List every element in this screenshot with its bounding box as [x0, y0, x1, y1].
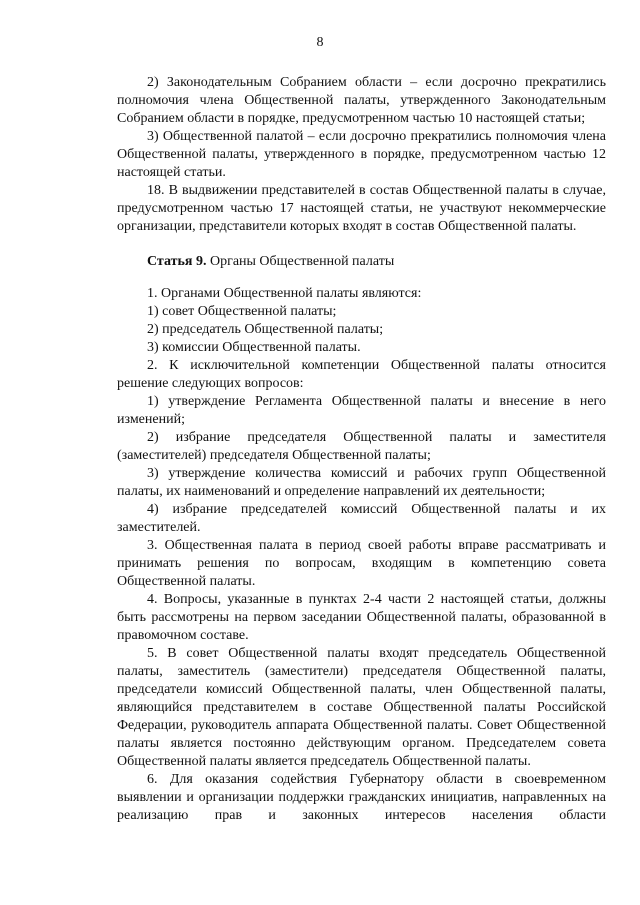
list-item: 4) избрание председателей комиссий Общественной палаты и их заместителей.	[117, 502, 606, 535]
paragraph: 1. Органами Общественной палаты являются:	[147, 286, 422, 301]
list-item: 3) комиссии Общественной палаты.	[147, 340, 361, 355]
list-item: 3) утверждение количества комиссий и рабочих групп Общественной палаты, их наименований и определение направлений их деятельности;	[117, 466, 606, 499]
paragraph: 18. В выдвижении представителей в состав Общественной палаты в случае, предусмотренном частью 17 настоящей статьи, не участвуют некоммерческие организации, представители которых входят в состав Общественной палаты.	[117, 183, 606, 234]
paragraph: 6. Для оказания содействия Губернатору области в своевременном выявлении и организации поддержки гражданских инициатив, направленных на реализацию прав и законных интересов населения области	[117, 772, 606, 823]
document-body	[117, 74, 606, 825]
article-heading	[117, 253, 606, 271]
paragraph: 3. Общественная палата в период своей работы вправе рассматривать и принимать решения по вопросам, входящим в компетенцию совета Общественной палаты.	[117, 538, 606, 589]
paragraph: 2) Законодательным Собранием области – если досрочно прекратились полномочия члена Общественной палаты, утвержденного Законодательным Собранием области в порядке, предусмотренном частью 10 настоящей статьи;	[117, 75, 606, 126]
paragraph: 4. Вопросы, указанные в пунктах 2-4 части 2 настоящей статьи, должны быть рассмотрены на первом заседании Общественной палаты, образованной в правомочном составе.	[117, 592, 606, 643]
article-label: Статья 9.	[147, 254, 207, 269]
paragraph: 2. К исключительной компетенции Общественной палаты относится решение следующих вопросов:	[117, 358, 606, 391]
list-item: 2) избрание председателя Общественной палаты и заместителя (заместителей) председателя Общественной палаты;	[117, 430, 606, 463]
list-item: 1) утверждение Регламента Общественной палаты и внесение в него изменений;	[117, 394, 606, 427]
page-number: 8	[316, 35, 324, 50]
paragraph: 3) Общественной палатой – если досрочно прекратились полномочия члена Общественной палаты, утвержденного в порядке, предусмотренном частью 12 настоящей статьи.	[117, 129, 606, 180]
list-item: 1) совет Общественной палаты;	[147, 304, 337, 319]
list-item: 2) председатель Общественной палаты;	[147, 322, 384, 337]
paragraph: 5. В совет Общественной палаты входят председатель Общественной палаты, заместитель (заместители) председателя Общественной палаты, председатели комиссий Общественной палаты, член Общественной палаты, являющийся представителем в составе Общественной палаты Российской Федерации, руководитель аппарата Общественной палаты. Совет Общественной палаты является постоянно действующим органом. Председателем совета Общественной палаты является председатель Общественной палаты.	[117, 646, 606, 769]
article-title: Органы Общественной палаты	[206, 254, 395, 269]
